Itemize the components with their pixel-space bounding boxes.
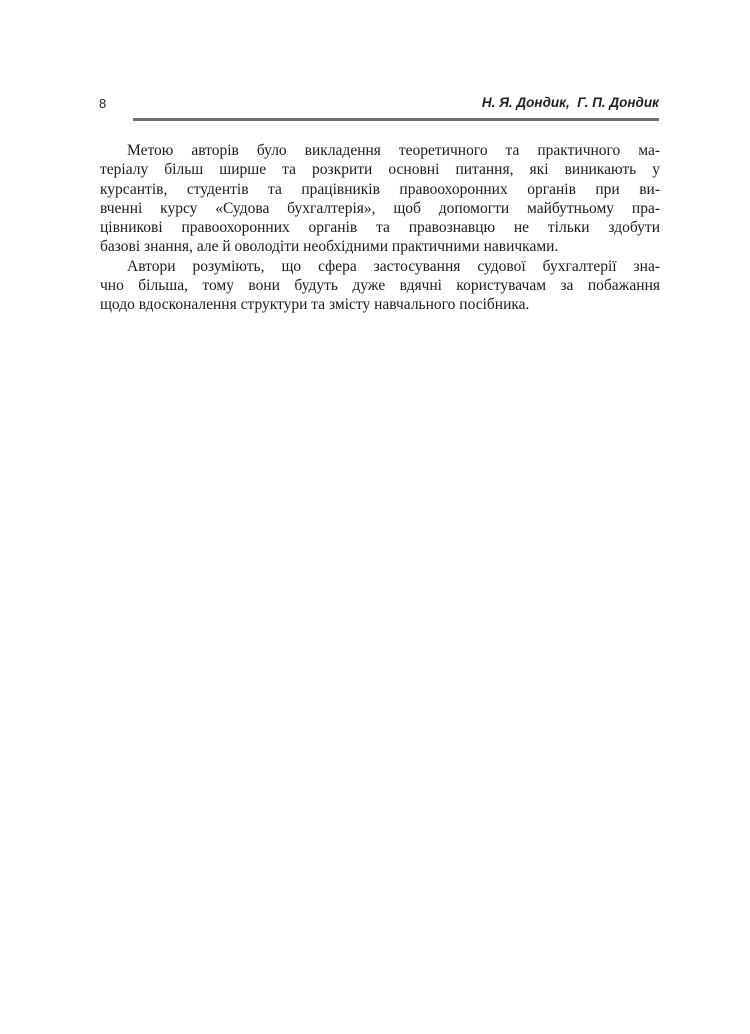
body-text [100, 141, 660, 315]
text-line: базові знання, але й оволодіти необхідними практичними навичками. [100, 238, 559, 256]
text-line: щодо вдосконалення структури та змісту навчального посібника. [100, 296, 530, 314]
header-rule [133, 118, 659, 121]
page-number: 8 [99, 96, 107, 111]
text-line: курсантів, студентів та працівників правоохоронних органів при ви- [100, 180, 660, 198]
text-line: Автори розуміють, що сфера застосування судової бухгалтерії зна- [127, 257, 660, 275]
running-head-authors: Н. Я. Дондик, Г. П. Дондик [481, 95, 659, 110]
text-line: вченні курсу «Судова бухгалтерія», щоб допомогти майбутньому пра- [100, 199, 660, 217]
paragraph-2 [100, 257, 660, 315]
paragraph-1 [100, 141, 660, 257]
text-line: цівникові правоохоронних органів та правознавцю не тільки здобути [100, 219, 660, 237]
text-line: теріалу більш ширше та розкрити основні питання, які виникають у [100, 161, 660, 179]
text-line: Метою авторів було викладення теоретичного та практичного ма- [127, 142, 660, 159]
text-line: чно більша, тому вони будуть дуже вдячні користувачам за побажання [100, 277, 660, 295]
